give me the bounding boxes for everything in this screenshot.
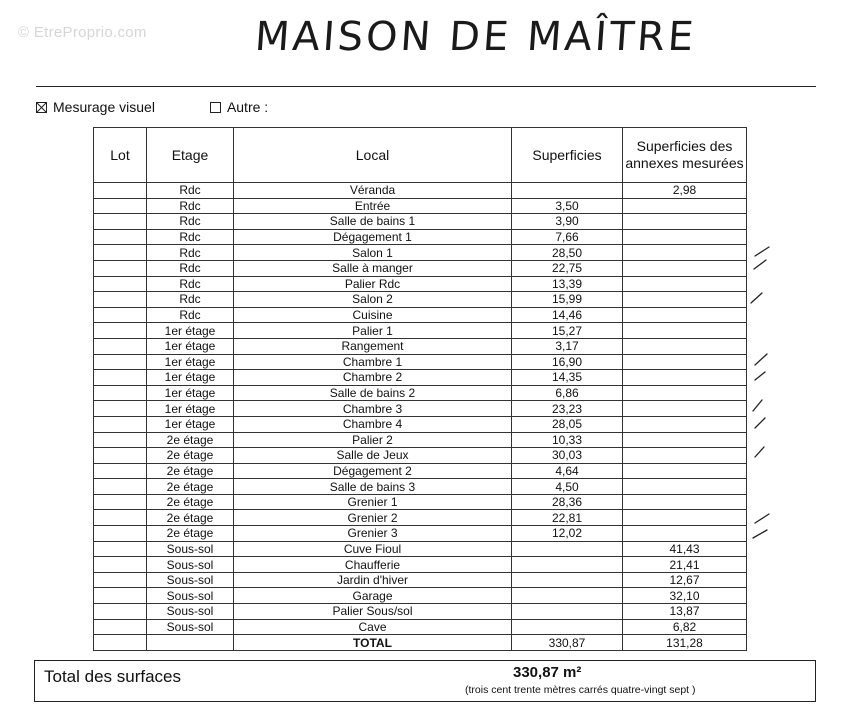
cell-lot bbox=[94, 183, 147, 199]
check-mark bbox=[755, 354, 767, 365]
cell-etage: Sous-sol bbox=[147, 572, 234, 588]
cell-annexe bbox=[623, 276, 747, 292]
total-cell-lot bbox=[94, 635, 147, 651]
cell-local: Grenier 3 bbox=[234, 526, 512, 542]
cell-lot bbox=[94, 588, 147, 604]
cell-local: Cuisine bbox=[234, 307, 512, 323]
cell-lot bbox=[94, 354, 147, 370]
cell-superficie bbox=[512, 541, 623, 557]
option-visual bbox=[36, 99, 155, 115]
table-row bbox=[94, 354, 747, 370]
cell-superficie: 16,90 bbox=[512, 354, 623, 370]
cell-etage: 2e étage bbox=[147, 510, 234, 526]
cell-superficie bbox=[512, 604, 623, 620]
cell-lot bbox=[94, 198, 147, 214]
cell-annexe bbox=[623, 385, 747, 401]
cell-lot bbox=[94, 401, 147, 417]
cell-local: Palier 1 bbox=[234, 323, 512, 339]
cell-etage: 1er étage bbox=[147, 338, 234, 354]
table-row bbox=[94, 604, 747, 620]
cell-lot bbox=[94, 229, 147, 245]
cell-lot bbox=[94, 604, 147, 620]
cell-local: Palier Sous/sol bbox=[234, 604, 512, 620]
cell-etage: Sous-sol bbox=[147, 619, 234, 635]
table-row bbox=[94, 370, 747, 386]
cell-annexe bbox=[623, 416, 747, 432]
cell-local: Dégagement 1 bbox=[234, 229, 512, 245]
cell-local: Cave bbox=[234, 619, 512, 635]
check-mark bbox=[755, 514, 769, 523]
cell-annexe bbox=[623, 448, 747, 464]
table-row bbox=[94, 276, 747, 292]
cell-annexe bbox=[623, 323, 747, 339]
cell-annexe: 12,67 bbox=[623, 572, 747, 588]
cell-etage: Rdc bbox=[147, 307, 234, 323]
cell-etage: Rdc bbox=[147, 214, 234, 230]
cell-lot bbox=[94, 276, 147, 292]
table-row bbox=[94, 619, 747, 635]
cell-superficie: 15,99 bbox=[512, 292, 623, 308]
cell-lot bbox=[94, 448, 147, 464]
table-row bbox=[94, 292, 747, 308]
cell-etage: 1er étage bbox=[147, 354, 234, 370]
cell-annexe bbox=[623, 198, 747, 214]
cell-superficie: 13,39 bbox=[512, 276, 623, 292]
cell-superficie: 7,66 bbox=[512, 229, 623, 245]
cell-superficie bbox=[512, 572, 623, 588]
cell-superficie bbox=[512, 619, 623, 635]
cell-annexe: 6,82 bbox=[623, 619, 747, 635]
cell-local: Palier 2 bbox=[234, 432, 512, 448]
cell-lot bbox=[94, 557, 147, 573]
cell-annexe bbox=[623, 479, 747, 495]
cell-local: Garage bbox=[234, 588, 512, 604]
cell-lot bbox=[94, 338, 147, 354]
cell-superficie: 22,81 bbox=[512, 510, 623, 526]
cell-lot bbox=[94, 416, 147, 432]
handwritten-check-marks bbox=[745, 240, 775, 550]
checked-box-icon bbox=[36, 102, 47, 113]
cell-annexe bbox=[623, 510, 747, 526]
table-row bbox=[94, 463, 747, 479]
cell-etage: 2e étage bbox=[147, 463, 234, 479]
cell-superficie: 22,75 bbox=[512, 260, 623, 276]
cell-lot bbox=[94, 479, 147, 495]
header-lot: Lot bbox=[94, 128, 147, 183]
table-row bbox=[94, 385, 747, 401]
header-local: Local bbox=[234, 128, 512, 183]
cell-lot bbox=[94, 385, 147, 401]
check-mark bbox=[754, 260, 766, 269]
table-row bbox=[94, 307, 747, 323]
cell-local: Salon 2 bbox=[234, 292, 512, 308]
cell-local: Entrée bbox=[234, 198, 512, 214]
cell-annexe bbox=[623, 229, 747, 245]
cell-lot bbox=[94, 526, 147, 542]
table-row bbox=[94, 526, 747, 542]
cell-local: Chaufferie bbox=[234, 557, 512, 573]
cell-local: Chambre 2 bbox=[234, 370, 512, 386]
cell-superficie: 12,02 bbox=[512, 526, 623, 542]
cell-etage: Rdc bbox=[147, 245, 234, 261]
cell-local: Véranda bbox=[234, 183, 512, 199]
table-header-row bbox=[94, 128, 747, 183]
cell-lot bbox=[94, 541, 147, 557]
total-surfaces-label: Total des surfaces bbox=[44, 667, 182, 686]
cell-local: Salle de bains 2 bbox=[234, 385, 512, 401]
cell-local: Salon 1 bbox=[234, 245, 512, 261]
cell-annexe bbox=[623, 526, 747, 542]
measurement-method bbox=[36, 99, 323, 115]
cell-local: Grenier 2 bbox=[234, 510, 512, 526]
cell-local: Salle de Jeux bbox=[234, 448, 512, 464]
header-rule bbox=[36, 86, 816, 87]
cell-lot bbox=[94, 245, 147, 261]
cell-annexe bbox=[623, 307, 747, 323]
total-surfaces-words: (trois cent trente mètres carrés quatre-vingt sept ) bbox=[465, 684, 696, 696]
cell-lot bbox=[94, 432, 147, 448]
cell-etage: 1er étage bbox=[147, 401, 234, 417]
option-other-label: Autre : bbox=[226, 99, 269, 115]
cell-etage: 1er étage bbox=[147, 385, 234, 401]
table-row bbox=[94, 494, 747, 510]
total-cell-annexe: 131,28 bbox=[623, 635, 747, 651]
option-other bbox=[210, 99, 268, 115]
table-row bbox=[94, 183, 747, 199]
table-row bbox=[94, 338, 747, 354]
cell-lot bbox=[94, 619, 147, 635]
cell-lot bbox=[94, 260, 147, 276]
cell-local: Salle de bains 3 bbox=[234, 479, 512, 495]
cell-superficie: 23,23 bbox=[512, 401, 623, 417]
cell-local: Chambre 1 bbox=[234, 354, 512, 370]
cell-annexe: 41,43 bbox=[623, 541, 747, 557]
cell-annexe: 2,98 bbox=[623, 183, 747, 199]
total-cell-label: TOTAL bbox=[234, 635, 512, 651]
table-row bbox=[94, 510, 747, 526]
option-visual-label: Mesurage visuel bbox=[53, 99, 155, 115]
check-mark bbox=[755, 447, 764, 457]
cell-etage: 1er étage bbox=[147, 370, 234, 386]
check-mark bbox=[751, 293, 762, 303]
cell-annexe: 21,41 bbox=[623, 557, 747, 573]
cell-lot bbox=[94, 323, 147, 339]
table-row bbox=[94, 229, 747, 245]
table-row bbox=[94, 479, 747, 495]
cell-superficie: 4,64 bbox=[512, 463, 623, 479]
surfaces-table bbox=[93, 127, 747, 651]
cell-superficie: 28,05 bbox=[512, 416, 623, 432]
cell-local: Salle de bains 1 bbox=[234, 214, 512, 230]
empty-box-icon bbox=[210, 102, 221, 113]
check-mark bbox=[755, 372, 765, 380]
cell-superficie: 3,90 bbox=[512, 214, 623, 230]
cell-annexe bbox=[623, 463, 747, 479]
cell-etage: Rdc bbox=[147, 292, 234, 308]
cell-etage: Sous-sol bbox=[147, 541, 234, 557]
cell-etage: 2e étage bbox=[147, 494, 234, 510]
table-row bbox=[94, 588, 747, 604]
table-row bbox=[94, 541, 747, 557]
cell-lot bbox=[94, 292, 147, 308]
total-surfaces-value: 330,87 m² bbox=[513, 664, 582, 681]
cell-superficie: 14,46 bbox=[512, 307, 623, 323]
cell-lot bbox=[94, 494, 147, 510]
cell-annexe bbox=[623, 432, 747, 448]
cell-local: Cuve Fioul bbox=[234, 541, 512, 557]
cell-annexe bbox=[623, 338, 747, 354]
cell-annexe bbox=[623, 401, 747, 417]
cell-local: Salle à manger bbox=[234, 260, 512, 276]
total-cell-superficie: 330,87 bbox=[512, 635, 623, 651]
cell-etage: Sous-sol bbox=[147, 588, 234, 604]
table-row bbox=[94, 323, 747, 339]
cell-etage: 2e étage bbox=[147, 479, 234, 495]
cell-superficie: 10,33 bbox=[512, 432, 623, 448]
cell-superficie: 14,35 bbox=[512, 370, 623, 386]
cell-etage: Rdc bbox=[147, 276, 234, 292]
cell-superficie bbox=[512, 588, 623, 604]
handwritten-title: MAISON DE MAÎTRE bbox=[253, 14, 698, 60]
cell-lot bbox=[94, 214, 147, 230]
cell-superficie: 6,86 bbox=[512, 385, 623, 401]
table-total-row bbox=[94, 635, 747, 651]
cell-superficie: 28,36 bbox=[512, 494, 623, 510]
check-mark bbox=[753, 400, 762, 411]
check-mark bbox=[753, 530, 767, 538]
header-superficies: Superficies bbox=[512, 128, 623, 183]
table-row bbox=[94, 448, 747, 464]
cell-superficie: 30,03 bbox=[512, 448, 623, 464]
cell-etage: 1er étage bbox=[147, 416, 234, 432]
cell-annexe bbox=[623, 354, 747, 370]
cell-annexe: 13,87 bbox=[623, 604, 747, 620]
cell-annexe bbox=[623, 245, 747, 261]
check-mark bbox=[755, 247, 769, 256]
cell-superficie: 3,17 bbox=[512, 338, 623, 354]
cell-superficie bbox=[512, 557, 623, 573]
table-row bbox=[94, 416, 747, 432]
cell-etage: 2e étage bbox=[147, 448, 234, 464]
cell-etage: 1er étage bbox=[147, 323, 234, 339]
total-surfaces-box bbox=[34, 660, 816, 702]
table-row bbox=[94, 401, 747, 417]
cell-superficie: 15,27 bbox=[512, 323, 623, 339]
cell-local: Chambre 3 bbox=[234, 401, 512, 417]
cell-annexe bbox=[623, 494, 747, 510]
table-row bbox=[94, 557, 747, 573]
header-annexes: Superficies des annexes mesurées bbox=[623, 128, 747, 183]
table-row bbox=[94, 432, 747, 448]
cell-annexe: 32,10 bbox=[623, 588, 747, 604]
cell-annexe bbox=[623, 292, 747, 308]
cell-etage: 2e étage bbox=[147, 526, 234, 542]
cell-local: Dégagement 2 bbox=[234, 463, 512, 479]
table-row bbox=[94, 198, 747, 214]
cell-lot bbox=[94, 370, 147, 386]
cell-superficie: 28,50 bbox=[512, 245, 623, 261]
cell-local: Palier Rdc bbox=[234, 276, 512, 292]
cell-etage: Rdc bbox=[147, 260, 234, 276]
cell-etage: Sous-sol bbox=[147, 557, 234, 573]
cell-local: Rangement bbox=[234, 338, 512, 354]
table-row bbox=[94, 245, 747, 261]
cell-local: Chambre 4 bbox=[234, 416, 512, 432]
cell-etage: Rdc bbox=[147, 183, 234, 199]
header-etage: Etage bbox=[147, 128, 234, 183]
total-cell-etage bbox=[147, 635, 234, 651]
table-row bbox=[94, 572, 747, 588]
check-mark bbox=[755, 418, 765, 428]
cell-superficie: 4,50 bbox=[512, 479, 623, 495]
cell-lot bbox=[94, 307, 147, 323]
table-row bbox=[94, 260, 747, 276]
cell-annexe bbox=[623, 214, 747, 230]
table-row bbox=[94, 214, 747, 230]
cell-superficie bbox=[512, 183, 623, 199]
cell-lot bbox=[94, 510, 147, 526]
cell-etage: Sous-sol bbox=[147, 604, 234, 620]
cell-lot bbox=[94, 572, 147, 588]
cell-local: Jardin d'hiver bbox=[234, 572, 512, 588]
watermark: © EtreProprio.com bbox=[18, 24, 147, 41]
cell-local: Grenier 1 bbox=[234, 494, 512, 510]
cell-etage: Rdc bbox=[147, 198, 234, 214]
cell-annexe bbox=[623, 260, 747, 276]
cell-superficie: 3,50 bbox=[512, 198, 623, 214]
cell-etage: 2e étage bbox=[147, 432, 234, 448]
cell-annexe bbox=[623, 370, 747, 386]
cell-lot bbox=[94, 463, 147, 479]
cell-etage: Rdc bbox=[147, 229, 234, 245]
